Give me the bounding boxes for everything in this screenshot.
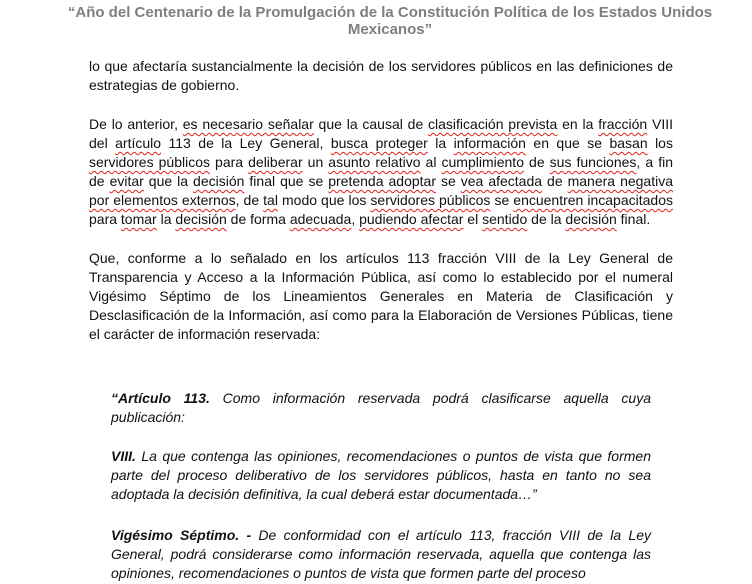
paragraph-3: Que, conforme a lo señalado en los artículos 113 fracción VIII de la Ley General de Transparencia y Acceso a la Información Pública, así como lo establecido por el numeral Vigésimo Séptimo de los Lineamientos Generales en Materia de Clasificación y Desclasificación de la Información, así como para la Elaboración de Versiones Públicas, tiene el carácter de información reservada: — [89, 250, 673, 342]
document-body — [89, 57, 673, 364]
quote-text: Como información reservada podrá clasificarse aquella cuya publicación: — [111, 390, 651, 425]
spellcheck-flagged-text: evitar — [109, 173, 144, 189]
spellcheck-flagged-text: tomar — [120, 211, 157, 227]
spellcheck-flagged-text: busca proteger — [330, 135, 428, 151]
text-span: de — [523, 154, 550, 170]
text-span: final que se — [244, 173, 329, 189]
text-span: para — [210, 154, 249, 170]
spellcheck-flagged-text: pretenda adoptar — [328, 173, 436, 189]
spellcheck-flagged-text: clasificación prevista — [428, 116, 558, 132]
spellcheck-flagged-text: sus funciones — [549, 154, 637, 170]
text-span: la — [156, 211, 176, 227]
spellcheck-flagged-text: es necesario señalar — [182, 116, 314, 132]
quote-article-113 — [111, 389, 651, 427]
spellcheck-flagged-text: basan — [609, 135, 648, 151]
spellcheck-flagged-text: pudiendo afectar — [359, 211, 464, 227]
text-span: , — [351, 211, 360, 227]
text-span: de la — [527, 211, 566, 227]
page-header — [60, 4, 720, 38]
text-span: VIII del — [89, 116, 674, 151]
text-span: , a fin de — [89, 154, 673, 189]
text-span: De lo anterior, — [89, 116, 183, 132]
quote-bold-lead: “Artículo 113. — [111, 390, 210, 406]
spellcheck-flagged-text: artículo — [115, 135, 162, 151]
text-span: 113 de la Ley General, — [161, 135, 331, 151]
spellcheck-flagged-text: decisión — [565, 211, 617, 227]
spellcheck-flagged-text: información — [453, 135, 526, 151]
text-span: para — [89, 211, 121, 227]
spellcheck-flagged-text: deliberar — [248, 154, 303, 170]
quote-fraction-viii — [111, 447, 651, 504]
spellcheck-flagged-text: fracción — [598, 116, 648, 132]
text-span: que la — [143, 173, 194, 189]
text-span: en que se — [525, 135, 610, 151]
quote-bold-lead: Vigésimo Séptimo. - — [111, 527, 252, 543]
text-span: que la causal de — [313, 116, 429, 132]
text-span: de — [542, 173, 568, 189]
text-span: al — [420, 154, 442, 170]
spellcheck-flagged-text: servidores públicos — [89, 154, 210, 170]
spellcheck-flagged-text: cumplimiento — [441, 154, 524, 170]
spellcheck-flagged-text: sentido — [482, 211, 528, 227]
spellcheck-flagged-text: asunto relativo — [328, 154, 421, 170]
text-span: un — [302, 154, 329, 170]
paragraph-2 — [89, 115, 673, 229]
spellcheck-flagged-text: vea afectada — [460, 173, 543, 189]
text-span: el — [463, 211, 483, 227]
text-span: se — [490, 192, 514, 208]
header-line-2: Mexicanos” — [347, 21, 433, 38]
spellcheck-flagged-text: manera negativa por elementos externos — [89, 173, 674, 208]
text-span: final. — [616, 211, 651, 227]
text-span: se — [435, 173, 461, 189]
spellcheck-flagged-text: decisión — [193, 173, 245, 189]
header-line-1: “Año del Centenario de la Promulgación de la Constitución Política de los Estados Unidos — [67, 4, 713, 21]
spellcheck-flagged-text: decisión — [175, 211, 227, 227]
quote-vigesimo-septimo — [111, 526, 651, 583]
text-span: los — [647, 135, 673, 151]
text-span: modo que los — [277, 192, 371, 208]
paragraph-1: lo que afectaría sustancialmente la decisión de los servidores públicos en las definiciones de estrategias de gobierno. — [89, 58, 673, 93]
spellcheck-flagged-text: adecuada — [289, 211, 352, 227]
text-span: , de — [235, 192, 264, 208]
text-span: la — [427, 135, 454, 151]
quote-text: De conformidad con el artículo 113, fracción VIII de la Ley General, podrá considerarse como información reservada, aquella que contenga las opiniones, recomendaciones o puntos de vista que formen parte del proceso — [111, 527, 651, 581]
quote-text: La que contenga las opiniones, recomendaciones o puntos de vista que formen parte del proceso deliberativo de los servidores públicos, hasta en tanto no sea adoptada la decisión definitiva, la cual deberá estar documentada…” — [111, 448, 651, 502]
quote-bold-lead: VIII. — [111, 448, 136, 464]
spellcheck-flagged-text: encuentren incapacitados — [513, 192, 673, 208]
text-span: en la — [557, 116, 599, 132]
spellcheck-flagged-text: tal — [263, 192, 278, 208]
text-span: de forma — [226, 211, 290, 227]
spellcheck-flagged-text: servidores públicos — [370, 192, 491, 208]
